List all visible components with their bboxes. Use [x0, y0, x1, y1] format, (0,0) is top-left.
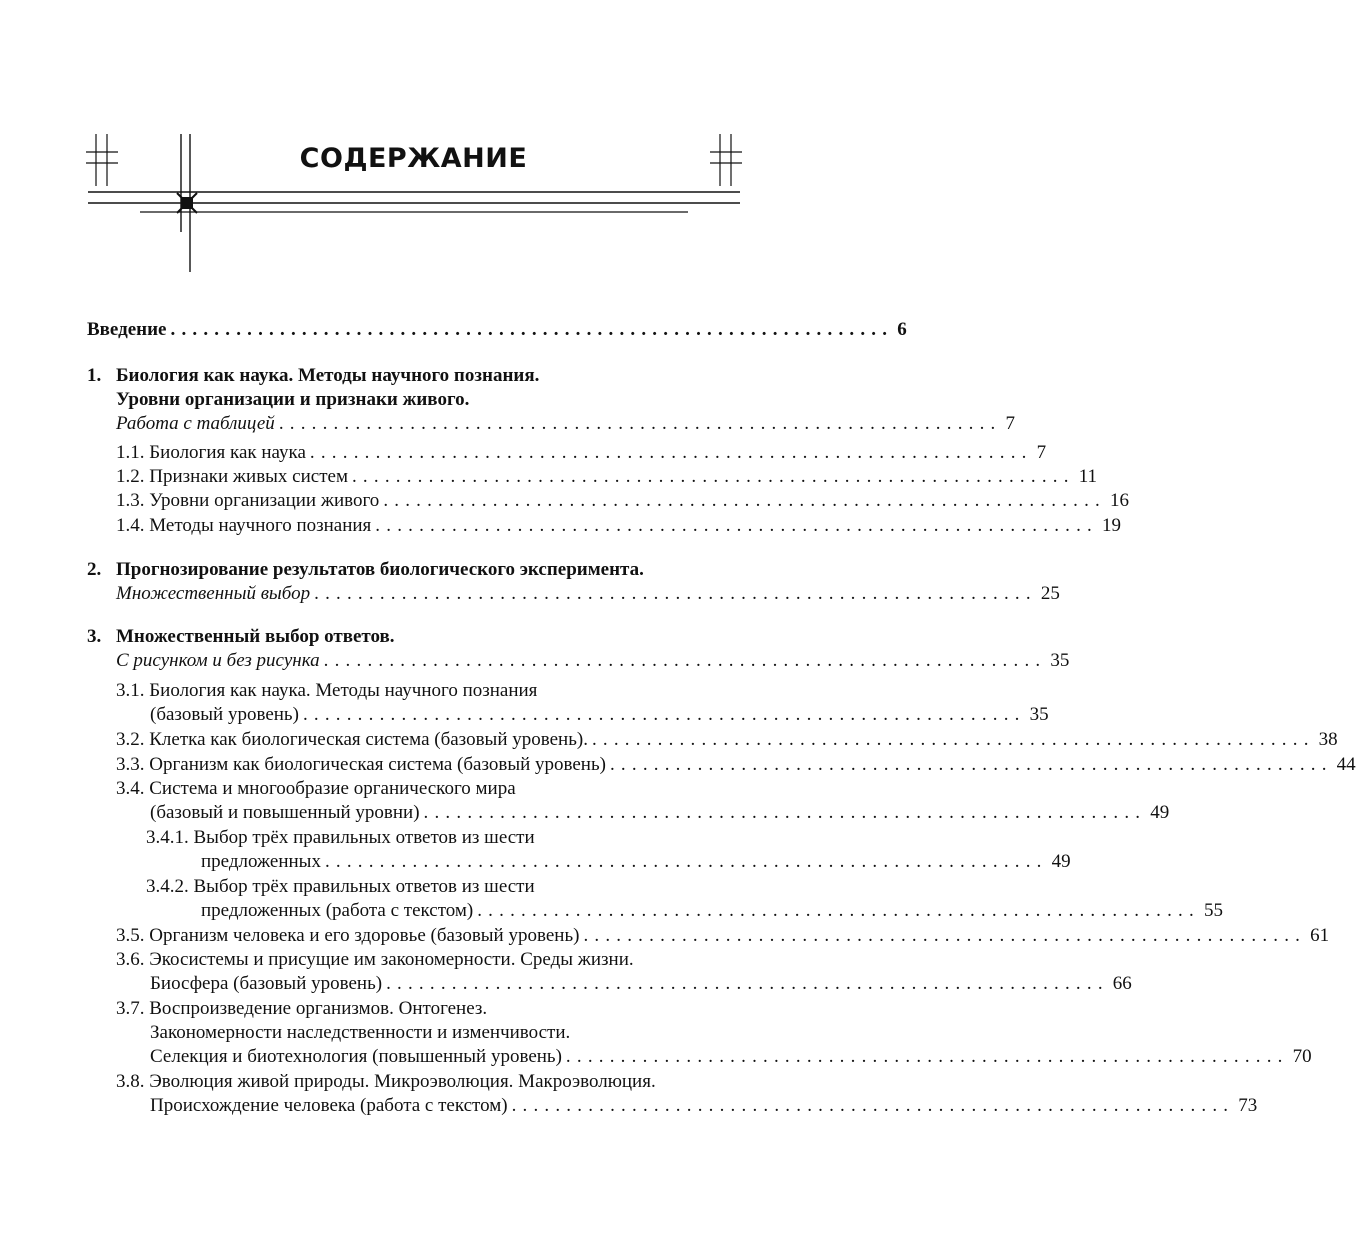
toc-page-number: 70	[1292, 1046, 1312, 1067]
dot-leader: ..................................................................	[302, 704, 1026, 725]
section-title-line: Биология как наука. Методы научного познания.	[116, 365, 540, 386]
toc-entry-intro[interactable]	[87, 318, 907, 342]
toc-entry-3-4-cont[interactable]	[150, 801, 1170, 825]
toc-section-1-title[interactable]	[87, 364, 741, 388]
toc-entry-label: 3.3. Организм как биологическая система (базовый уровень)	[116, 754, 606, 775]
section-title-line: Прогнозирование результатов биологического эксперимента.	[116, 559, 644, 580]
section-title-line: Множественный выбор ответов.	[116, 626, 395, 647]
toc-section-3-title[interactable]	[87, 625, 741, 649]
toc-page-number: 66	[1112, 973, 1132, 994]
toc-entry-label: предложенных (работа с текстом)	[201, 900, 474, 921]
toc-entry-label: 3.2. Клетка как биологическая система (базовый уровень).	[116, 729, 588, 750]
toc-entry-3-4-1-cont[interactable]	[201, 850, 1071, 874]
dot-leader: ..................................................................	[591, 729, 1315, 750]
toc-entry-label: (базовый уровень)	[150, 704, 299, 725]
toc-entry-label: 3.4.2. Выбор трёх правильных ответов из шести	[146, 876, 535, 897]
dot-leader: ..................................................................	[351, 466, 1075, 487]
toc-section-1-title-cont	[116, 388, 741, 412]
dot-leader: ..................................................................	[278, 413, 1002, 434]
toc-page-number: 61	[1310, 925, 1330, 946]
toc-page-number: 6	[897, 319, 907, 340]
dot-leader: ..................................................................	[423, 802, 1147, 823]
dot-leader: ..................................................................	[375, 515, 1098, 536]
toc-entry-3-8-cont[interactable]	[150, 1094, 1258, 1118]
toc-entry-3-4[interactable]	[116, 777, 741, 801]
toc-page-number: 35	[1029, 704, 1049, 725]
toc-entry-3-7-cont2[interactable]	[150, 1045, 1312, 1069]
toc-entry-label: 1.3. Уровни организации живого	[116, 490, 380, 511]
toc-page-number: 7	[1005, 413, 1016, 434]
dot-leader: ..................................................................	[324, 851, 1048, 872]
toc-entry-1-1[interactable]	[116, 441, 1047, 465]
toc-page-number: 73	[1238, 1095, 1258, 1116]
toc-entry-3-1-cont[interactable]	[150, 703, 1049, 727]
toc-entry-label: 3.8. Эволюция живой природы. Микроэволюция. Макроэволюция.	[116, 1071, 656, 1092]
toc-entry-3-4-2-cont[interactable]	[201, 899, 1223, 923]
toc-entry-3-3[interactable]	[116, 753, 1356, 777]
toc-entry-label: Биосфера (базовый уровень)	[150, 973, 383, 994]
toc-entry-1-3[interactable]	[116, 489, 1130, 513]
toc-page-number: 25	[1040, 583, 1060, 604]
toc-entry-label: 3.5. Организм человека и его здоровье (базовый уровень)	[116, 925, 580, 946]
dot-leader: ..................................................................	[314, 583, 1037, 604]
toc-entry-label: 3.4. Система и многообразие органического мира	[116, 778, 516, 799]
toc-page-number: 35	[1050, 650, 1070, 671]
section-number: 3.	[87, 626, 102, 647]
toc-section-2-sub[interactable]	[116, 582, 1060, 606]
toc-page-number: 16	[1110, 490, 1130, 511]
toc-page-number: 49	[1150, 802, 1170, 823]
toc-entry-label: 3.1. Биология как наука. Методы научного познания	[116, 680, 538, 701]
toc-entry-label: 3.7. Воспроизведение организмов. Онтогенез.	[116, 998, 488, 1019]
toc-entry-1-4[interactable]	[116, 514, 1121, 538]
toc-entry-3-4-2[interactable]	[146, 875, 741, 899]
section-number: 2.	[87, 559, 102, 580]
toc-entry-label: (базовый и повышенный уровни)	[150, 802, 420, 823]
dot-leader: ..................................................................	[323, 650, 1047, 671]
toc-entry-label: 1.4. Методы научного познания	[116, 515, 372, 536]
toc-entry-label: Закономерности наследственности и изменчивости.	[150, 1022, 571, 1043]
dot-leader: ..................................................................	[565, 1046, 1289, 1067]
toc-page-number: 55	[1203, 900, 1223, 921]
dot-leader: ..................................................................	[477, 900, 1200, 921]
toc-entry-3-7-cont[interactable]	[150, 1021, 741, 1045]
toc-entry-label: Введение	[87, 319, 167, 340]
toc-entry-label: 3.6. Экосистемы и присущие им закономерности. Среды жизни.	[116, 949, 634, 970]
toc-entry-label: 3.4.1. Выбор трёх правильных ответов из шести	[146, 827, 535, 848]
toc-entry-3-1[interactable]	[116, 679, 741, 703]
section-number: 1.	[87, 365, 102, 386]
toc-entry-3-4-1[interactable]	[146, 826, 741, 850]
toc-entry-3-6-cont[interactable]	[150, 972, 1132, 996]
page-title: СОДЕРЖАНИЕ	[299, 143, 528, 174]
toc-entry-3-7[interactable]	[116, 997, 741, 1021]
dot-leader: ..................................................................	[383, 490, 1107, 511]
toc-entry-label: Работа с таблицей	[116, 413, 275, 434]
toc-entry-label: Происхождение человека (работа с текстом)	[150, 1095, 508, 1116]
section-title-line: Уровни организации и признаки живого.	[116, 389, 470, 410]
toc-entry-3-2[interactable]	[116, 728, 1338, 752]
toc-page-number: 49	[1051, 851, 1071, 872]
dot-leader: ..................................................................	[609, 754, 1333, 775]
toc-page-number: 19	[1102, 515, 1121, 536]
toc-entry-label: С рисунком и без рисунка	[116, 650, 320, 671]
toc-entry-3-8[interactable]	[116, 1070, 741, 1094]
toc-entry-label: Селекция и биотехнология (повышенный уровень)	[150, 1046, 562, 1067]
dot-leader: ..................................................................	[170, 319, 894, 340]
toc-section-1-sub[interactable]	[116, 412, 1016, 436]
toc-section-3-sub[interactable]	[116, 649, 1070, 673]
toc-page-number: 44	[1336, 754, 1356, 775]
dot-leader: ..................................................................	[309, 442, 1033, 463]
toc-page-number: 38	[1318, 729, 1338, 750]
toc-entry-label: 1.1. Биология как наука	[116, 442, 306, 463]
toc-entry-1-2[interactable]	[116, 465, 1097, 489]
toc-page-number: 11	[1078, 466, 1097, 487]
dot-leader: ..................................................................	[583, 925, 1307, 946]
dot-leader: ..................................................................	[386, 973, 1109, 994]
toc-entry-label: Множественный выбор	[116, 583, 311, 604]
dot-leader: ..................................................................	[511, 1095, 1235, 1116]
toc-entry-3-6[interactable]	[116, 948, 741, 972]
toc-entry-3-5[interactable]	[116, 924, 1330, 948]
toc-section-2-title[interactable]	[87, 558, 741, 582]
toc-entry-label: предложенных	[201, 851, 321, 872]
toc-entry-label: 1.2. Признаки живых систем	[116, 466, 348, 487]
toc-page-number: 7	[1036, 442, 1047, 463]
